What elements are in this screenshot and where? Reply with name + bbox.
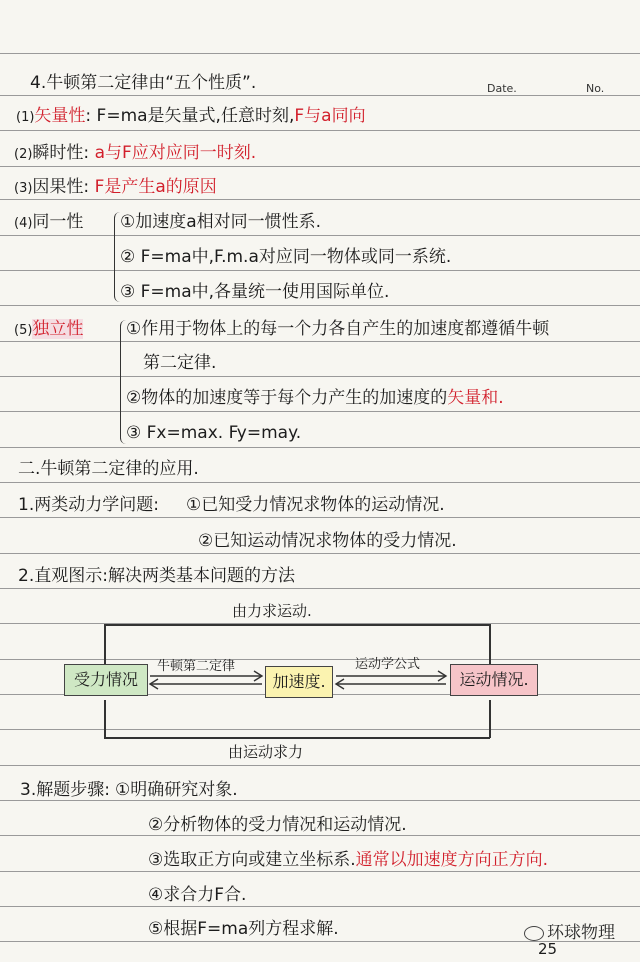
top-loop-left xyxy=(104,624,106,664)
step-3-red: 通常以加速度方向正方向. xyxy=(355,850,549,870)
property-3-label: 因果性 xyxy=(32,177,84,197)
property-5-item-2 xyxy=(126,387,504,409)
property-3-text: : xyxy=(83,177,95,197)
property-5-item-2-text: ②物体的加速度等于每个力产生的加速度的 xyxy=(126,388,448,408)
property-2-label: 瞬时性 xyxy=(32,143,84,163)
property-4-heading xyxy=(14,211,83,235)
arrow-label-newton: 牛顿第二定律 xyxy=(157,659,236,674)
step-5: ⑤根据F=ma列方程求解. xyxy=(148,919,339,939)
top-loop-right xyxy=(489,624,491,664)
property-2 xyxy=(14,142,256,166)
property-5-item-2-red: 矢量和. xyxy=(447,388,504,408)
property-5-item-1b: 第二定律. xyxy=(143,353,217,373)
property-4-item-1: ①加速度a相对同一惯性系. xyxy=(120,212,322,232)
top-loop-line xyxy=(104,624,490,626)
property-4-item-2: ② F=ma中,F.m.a对应同一物体或同一系统. xyxy=(120,247,452,267)
page-title: 4.牛顿第二定律由“五个性质”. xyxy=(30,73,257,93)
property-2-red: a与F应对应同一时刻. xyxy=(94,143,257,163)
date-label: Date. xyxy=(487,82,517,95)
box-force-state: 受力情况 xyxy=(64,664,148,696)
diagram-heading: 2.直观图示:解决两类基本问题的方法 xyxy=(18,566,295,586)
step-4: ④求合力F合. xyxy=(148,885,247,905)
problem-types-label: 1.两类动力学问题: xyxy=(18,495,159,515)
bottom-loop-right xyxy=(489,700,491,738)
property-4-num: (4) xyxy=(14,216,33,231)
problem-type-a: ①已知受力情况求物体的运动情况. xyxy=(186,495,445,515)
step-2: ②分析物体的受力情况和运动情况. xyxy=(148,815,407,835)
diagram-bottom-label: 由运动求力 xyxy=(228,743,304,761)
property-5-item-3: ③ Fx=max. Fy=may. xyxy=(126,423,302,443)
diagram-top-label: 由力求运动. xyxy=(232,602,312,620)
property-5-num: (5) xyxy=(14,323,33,338)
property-1-red: F与a同向 xyxy=(294,106,366,126)
property-1-label: 矢量性 xyxy=(34,106,86,126)
arrow-label-kinematics: 运动学公式 xyxy=(355,657,421,672)
property-3-red: F是产生a的原因 xyxy=(94,177,217,197)
property-5-item-1a: ①作用于物体上的每一个力各自产生的加速度都遵循牛顿 xyxy=(126,319,550,339)
property-1 xyxy=(16,105,366,129)
section-2-title: 二.牛顿第二定律的应用. xyxy=(18,459,199,479)
property-1-text: : F=ma是矢量式,任意时刻, xyxy=(85,106,295,126)
step-3-text: ③选取正方向或建立坐标系. xyxy=(148,850,356,870)
box-acceleration: 加速度. xyxy=(265,666,333,698)
property-5-heading xyxy=(14,318,83,342)
box-motion-state: 运动情况. xyxy=(450,664,538,696)
watermark-text: 环球物理 xyxy=(547,923,615,943)
property-1-num: (1) xyxy=(16,110,35,125)
property-2-text: : xyxy=(83,143,95,163)
property-3 xyxy=(14,176,217,200)
step-3 xyxy=(148,849,548,871)
step-1: ①明确研究对象. xyxy=(115,780,238,800)
steps-label: 3.解题步骤: xyxy=(20,780,110,800)
property-4-item-3: ③ F=ma中,各量统一使用国际单位. xyxy=(120,282,390,302)
bottom-loop-left xyxy=(104,700,106,738)
problem-type-b: ②已知运动情况求物体的受力情况. xyxy=(198,531,457,551)
property-3-num: (3) xyxy=(14,181,33,196)
property-4-label: 同一性 xyxy=(32,212,84,232)
number-label: No. xyxy=(586,82,605,95)
property-2-num: (2) xyxy=(14,147,33,162)
page-number: 25 xyxy=(538,940,558,958)
property-5-label: 独立性 xyxy=(32,319,84,339)
bottom-loop-line xyxy=(104,737,490,739)
